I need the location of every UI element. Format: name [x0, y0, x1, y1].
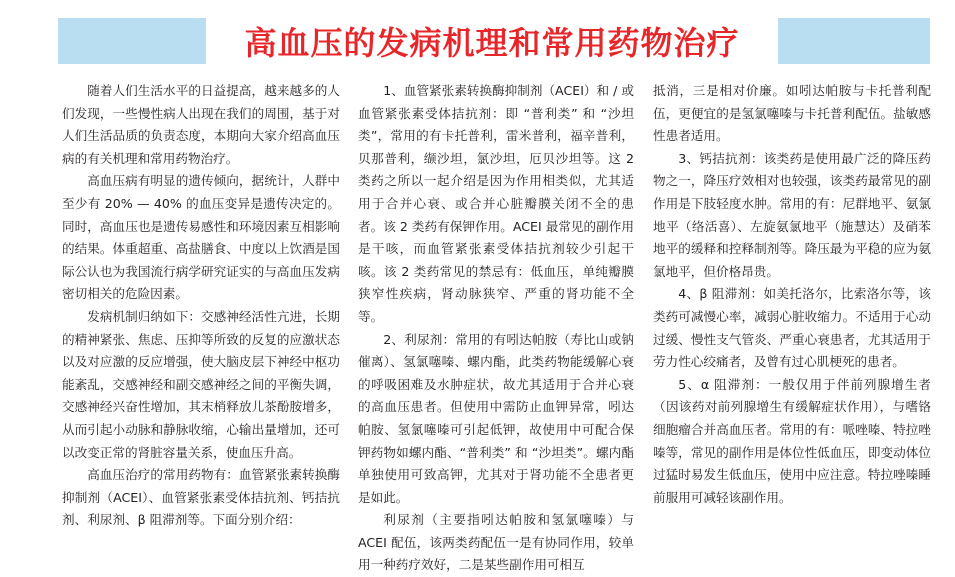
paragraph: 3、钙拮抗剂：该类药是使用最广泛的降压药物之一，降压疗效相对也较强，该类药最常见的副作用是下肢轻度水肿。常用的有：尼群地平、氨氯地平（络活喜）、左旋氨氯地平（施慧达）及硝苯地平的缓释和控释制剂等。降压最为平稳的应为氨氯地平，但价格昂贵。: [653, 150, 931, 279]
article-column-3: [653, 80, 931, 509]
paragraph: 2、利尿剂：常用的有吲达帕胺（寿比山或钠催离）、氢氯噻嗪、螺内酯，此类药物能缓解心衰的呼吸困难及水肿症状，故尤其适用于合并心衰的高血压患者。但使用中需防止血钾异常，吲达帕胺、氢氯噻嗪可引起低钾，故使用中可配合保钾药物如螺内酯、“普利类” 和 “沙坦类”。螺内酯单独使用可致高钾，尤其对于肾功能不全患者更是如此。: [358, 331, 634, 505]
page-title: 高血压的发病机理和常用药物治疗: [244, 24, 740, 62]
title-box: [206, 18, 778, 64]
article-column-2: [358, 80, 634, 577]
paragraph: 利尿剂（主要指吲达帕胺和氢氯噻嗪）与 ACEI 配伍，该两类药配伍一是有协同作用，较单用一种药疗效好，二是某些副作用可相互: [358, 512, 634, 573]
article-column-1: [62, 80, 340, 532]
paragraph: 高血压治疗的常用药物有：血管紧张素转换酶抑制剂（ACEI）、血管紧张素受体拮抗剂、钙拮抗剂、利尿剂、β 阻滞剂等。下面分别介绍：: [62, 467, 340, 528]
paragraph: 发病机制归纳如下：交感神经活性亢进，长期的精神紧张、焦虑、压抑等所致的反复的应激状态以及对应激的反应增强，使大脑皮层下神经中枢功能紊乱，交感神经和副交感神经之间的平衡失调，交感神经兴奋性增加，其末梢释放儿茶酚胺增多，从而引起小动脉和静脉收缩，心输出量增加，还可以改变正常的肾脏容量关系，使血压升高。: [62, 308, 340, 460]
paragraph: 4、β 阻滞剂：如美托洛尔，比索洛尔等，该类药可减慢心率，减弱心脏收缩力。不适用于心动过缓、慢性支气管炎、严重心衰患者，尤其适用于劳力性心绞痛者，及曾有过心肌梗死的患者。: [653, 286, 931, 370]
paragraph: 高血压病有明显的遗传倾向，据统计，人群中至少有 20% — 40% 的血压变异是遗传决定的。同时，高血压也是遗传易感性和环境因素互相影响的结果。体重超重、高盐膳食、中度以上饮酒是国际公认也为我国流行病学研究证实的与高血压发病密切相关的危险因素。: [62, 173, 340, 302]
paragraph: 随着人们生活水平的日益提高，越来越多的人们发现，一些慢性病人出现在我们的周围，基于对人们生活品质的负责态度，本期向大家介绍高血压病的有关机理和常用药物治疗。: [62, 83, 340, 166]
paragraph: 1、血管紧张素转换酶抑制剂（ACEI）和 / 或血管紧张素受体拮抗剂：即 “普利类” 和 “沙坦类”，常用的有卡托普利，雷米普利，福辛普利，贝那普利，缬沙坦，氯沙坦，厄贝沙坦等。这 2 类药之所以一起介绍是因为作用相类似，尤其适用于合并心衰、或合并心脏瓣膜关闭不全的患者。该 2 类药有保钾作用。ACEI 最常见的副作用是干咳，而血管紧张素受体拮抗剂较少引起干咳。该 2 类药常见的禁忌有：低血压，单纯瓣膜狭窄性疾病，肾动脉狭窄、严重的肾功能不全等。: [358, 83, 634, 324]
paragraph: 抵消，三是相对价廉。如吲达帕胺与卡托普利配伍，更便宜的是氢氯噻嗪与卡托普利配伍。盐敏感性患者适用。: [653, 83, 931, 144]
paragraph: 5、α 阻滞剂：一般仅用于伴前列腺增生者（因该药对前列腺增生有缓解症状作用），与嗜铬细胞瘤合并高血压者。常用的有：哌唑嗪、特拉唑嗪等，常见的副作用是体位性低血压，即变动体位过猛时易发生低血压，使用中应注意。特拉唑嗪睡前服用可减轻该副作用。: [653, 376, 931, 505]
